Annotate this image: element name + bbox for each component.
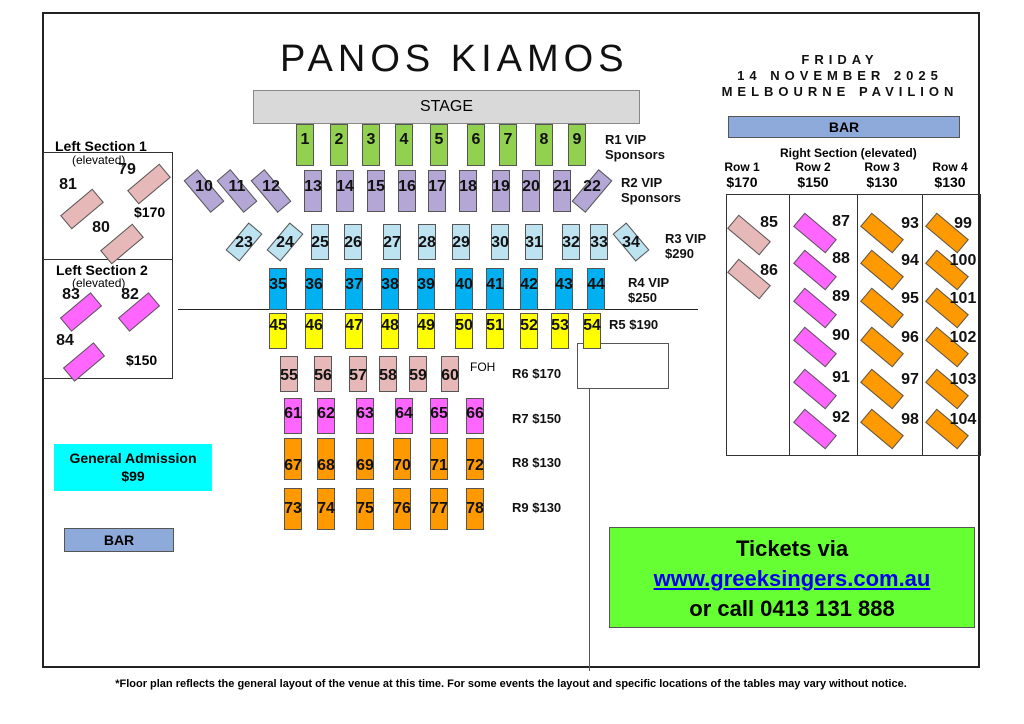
table-number: 68: [317, 457, 335, 474]
table-number: 38: [381, 276, 399, 293]
table-number: 80: [92, 219, 110, 236]
table-number: 42: [520, 276, 538, 293]
table-number: 86: [760, 262, 778, 279]
table-number: 20: [522, 178, 540, 195]
table-number: 63: [356, 405, 374, 422]
table-number: 54: [583, 317, 601, 334]
table-number: 1: [300, 131, 310, 148]
table-number: 30: [491, 234, 509, 251]
table-number: 84: [56, 332, 74, 349]
row-label: R6 $170: [512, 366, 562, 381]
table-number: 93: [901, 215, 919, 232]
left-section-2-sub: (elevated): [72, 276, 126, 290]
table-number: 81: [59, 176, 77, 193]
table-number: 16: [398, 178, 416, 195]
table-number: 32: [562, 234, 580, 251]
row-label: R4 VIP $250: [628, 275, 670, 305]
table-number: 82: [121, 286, 139, 303]
table-number: 13: [304, 178, 322, 195]
table-number: 53: [551, 317, 569, 334]
event-title: PANOS KIAMOS: [280, 38, 629, 80]
table-number: 60: [441, 367, 459, 384]
table-number: 70: [393, 457, 411, 474]
table-number: 52: [520, 317, 538, 334]
table-number: 56: [314, 367, 332, 384]
left-section-1-title: Left Section 1: [55, 138, 147, 154]
date-line: 14 NOVEMBER 2025: [737, 68, 943, 83]
table-number: 44: [587, 276, 605, 293]
table-number: 92: [832, 409, 850, 426]
table-number: 45: [269, 317, 287, 334]
table-number: 23: [235, 234, 253, 251]
table-number: 59: [409, 367, 427, 384]
left-section-1-price: $170: [134, 204, 166, 220]
table-number: 102: [949, 329, 977, 346]
general-admission: General Admission $99: [54, 444, 212, 491]
table-number: 103: [949, 371, 977, 388]
table-number: 87: [832, 213, 850, 230]
row-label: R7 $150: [512, 411, 562, 426]
table-number: 101: [949, 290, 977, 307]
table-number: 96: [901, 329, 919, 346]
table-number: 29: [452, 234, 470, 251]
table-number: 64: [395, 405, 413, 422]
table-number: 17: [428, 178, 446, 195]
table-number: 25: [311, 234, 329, 251]
footnote: *Floor plan reflects the general layout of the venue at this time. For some events the layout and specific locations of the tables may vary without notice.: [115, 678, 907, 690]
row-label: R3 VIP $290: [665, 231, 707, 261]
date-line: MELBOURNE PAVILION: [721, 84, 959, 99]
table-number: 4: [399, 131, 409, 148]
right-row-label: Row 2 $150: [795, 160, 831, 190]
tickets-box: [609, 527, 975, 628]
table-number: 15: [367, 178, 385, 195]
table-number: 14: [336, 178, 354, 195]
table-number: 37: [345, 276, 363, 293]
table-number: 35: [269, 276, 287, 293]
table-number: 36: [305, 276, 323, 293]
table-number: 61: [284, 405, 302, 422]
table-number: 97: [901, 371, 919, 388]
table-number: 39: [417, 276, 435, 293]
table-number: 67: [284, 457, 302, 474]
table-number: 99: [954, 215, 972, 232]
table-number: 27: [383, 234, 401, 251]
table-number: 79: [118, 161, 136, 178]
table-number: 28: [418, 234, 436, 251]
table-number: 73: [284, 500, 302, 517]
row-label: R2 VIP Sponsors: [621, 175, 681, 205]
table-number: 3: [366, 131, 376, 148]
table-number: 41: [486, 276, 504, 293]
table-number: 12: [262, 178, 280, 195]
foh-label: FOH: [470, 360, 496, 374]
bar-left: BAR: [64, 528, 174, 552]
table-number: 21: [553, 178, 571, 195]
table-number: 76: [393, 500, 411, 517]
table-number: 83: [62, 286, 80, 303]
table-number: 7: [503, 131, 513, 148]
table-number: 10: [195, 178, 213, 195]
table-number: 47: [345, 317, 363, 334]
table-number: 78: [466, 500, 484, 517]
row-label: R8 $130: [512, 455, 562, 470]
table-number: 95: [901, 290, 919, 307]
table-number: 90: [832, 327, 850, 344]
table-number: 77: [430, 500, 448, 517]
table-number: 85: [760, 214, 778, 231]
table-number: 33: [590, 234, 608, 251]
table-number: 34: [622, 234, 640, 251]
table-number: 88: [832, 250, 850, 267]
table-number: 69: [356, 457, 374, 474]
event-date: [720, 52, 960, 100]
row-label: R9 $130: [512, 500, 562, 515]
table-number: 26: [344, 234, 362, 251]
table-number: 19: [492, 178, 510, 195]
right-row-label: Row 4 $130: [932, 160, 968, 190]
table-number: 62: [317, 405, 335, 422]
table-number: 48: [381, 317, 399, 334]
table-number: 75: [356, 500, 374, 517]
foh-box: [577, 343, 669, 389]
table-number: 91: [832, 369, 850, 386]
table-number: 6: [471, 131, 481, 148]
table-number: 18: [459, 178, 477, 195]
stage: STAGE: [253, 90, 640, 124]
right-row-label: Row 1 $170: [724, 160, 760, 190]
table-number: 100: [949, 252, 977, 269]
table-number: 5: [434, 131, 444, 148]
left-section-2-title: Left Section 2: [56, 262, 148, 278]
divider-line: [589, 389, 590, 671]
table-number: 50: [455, 317, 473, 334]
table-number: 89: [832, 288, 850, 305]
section-divider-line: [178, 309, 698, 310]
table-number: 104: [949, 411, 977, 428]
table-number: 31: [525, 234, 543, 251]
left-section-1-sub: (elevated): [72, 153, 126, 167]
table-number: 46: [305, 317, 323, 334]
bar-top: BAR: [728, 116, 960, 138]
table-number: 58: [379, 367, 397, 384]
table-number: 66: [466, 405, 484, 422]
tickets-link[interactable]: www.greeksingers.com.au: [653, 566, 931, 591]
right-row-label: Row 3 $130: [864, 160, 900, 190]
table-number: 65: [430, 405, 448, 422]
table-number: 74: [317, 500, 335, 517]
row-label: R5 $190: [609, 317, 659, 332]
row-label: R1 VIP Sponsors: [605, 132, 665, 162]
table-number: 72: [466, 457, 484, 474]
right-divider: [857, 194, 858, 456]
date-line: FRIDAY: [801, 52, 879, 67]
tickets-line: Tickets via: [735, 536, 849, 561]
table-number: 8: [539, 131, 549, 148]
table-number: 94: [901, 252, 919, 269]
table-number: 71: [430, 457, 448, 474]
table-number: 9: [572, 131, 582, 148]
left-section-2-price: $150: [126, 352, 158, 368]
table-number: 51: [486, 317, 504, 334]
table-number: 49: [417, 317, 435, 334]
table-number: 57: [349, 367, 367, 384]
tickets-phone: or call 0413 131 888: [689, 596, 895, 621]
table-number: 55: [280, 367, 298, 384]
table-number: 2: [334, 131, 344, 148]
right-divider: [789, 194, 790, 456]
table-number: 40: [455, 276, 473, 293]
table-number: 24: [276, 234, 294, 251]
table-number: 98: [901, 411, 919, 428]
right-section-title: Right Section (elevated): [780, 146, 917, 160]
table-number: 43: [555, 276, 573, 293]
table-number: 22: [583, 178, 601, 195]
table-number: 11: [228, 178, 246, 195]
